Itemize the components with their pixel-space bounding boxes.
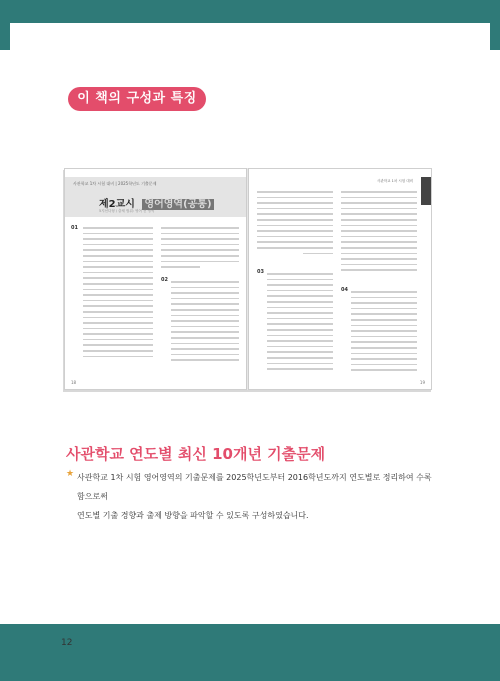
- right-column-text-2: [171, 281, 239, 365]
- session-label: 제2교시: [99, 199, 135, 210]
- session-instruction: 5지선다형 / 출제 범위: 영어 전 영역: [99, 209, 155, 213]
- right-page-col2-text: [341, 191, 417, 275]
- left-page: [64, 168, 248, 390]
- question-number: 01: [71, 225, 78, 231]
- right-page-col1-text-2: [267, 273, 333, 374]
- question-number: 02: [161, 277, 168, 283]
- right-page-number: 19: [419, 380, 425, 385]
- right-page-col2-text-2: [351, 291, 417, 375]
- page-number: 12: [61, 638, 73, 648]
- star-icon: ★: [66, 469, 75, 479]
- book-gutter: [246, 168, 249, 390]
- left-page-number: 18: [71, 380, 77, 385]
- subject-label: 영어영역(공통): [144, 199, 212, 210]
- section-description: [77, 468, 437, 525]
- right-column-text: [161, 227, 239, 272]
- section-header-pill: 이 책의 구성과 특징: [68, 87, 206, 111]
- right-page-col1-text: [257, 191, 333, 258]
- section-title: 사관학교 연도별 최신 10개년 기출문제: [66, 445, 326, 463]
- left-page-tag: 사관학교 1차 시험 대비 | 2025학년도 기출문제: [73, 181, 157, 186]
- right-page-tag: 사관학교 1차 시험 대비: [377, 179, 413, 183]
- session-title: [99, 195, 214, 210]
- question-number: 04: [341, 287, 348, 293]
- left-column-text: [83, 227, 153, 361]
- description-line-1: 사관학교 1차 시험 영어영역의 기출문제를 2025학년도부터 2016학년도까지 연도별로 정리하여 수록함으로써: [77, 473, 432, 501]
- description-line-2: 연도별 기출 경향과 출제 방향을 파악할 수 있도록 구성하였습니다.: [77, 511, 309, 520]
- right-page: [248, 168, 432, 390]
- right-edge-tab: [421, 177, 431, 205]
- question-number: 03: [257, 269, 264, 275]
- footer-color-band: [0, 624, 500, 681]
- book-preview: [63, 168, 431, 393]
